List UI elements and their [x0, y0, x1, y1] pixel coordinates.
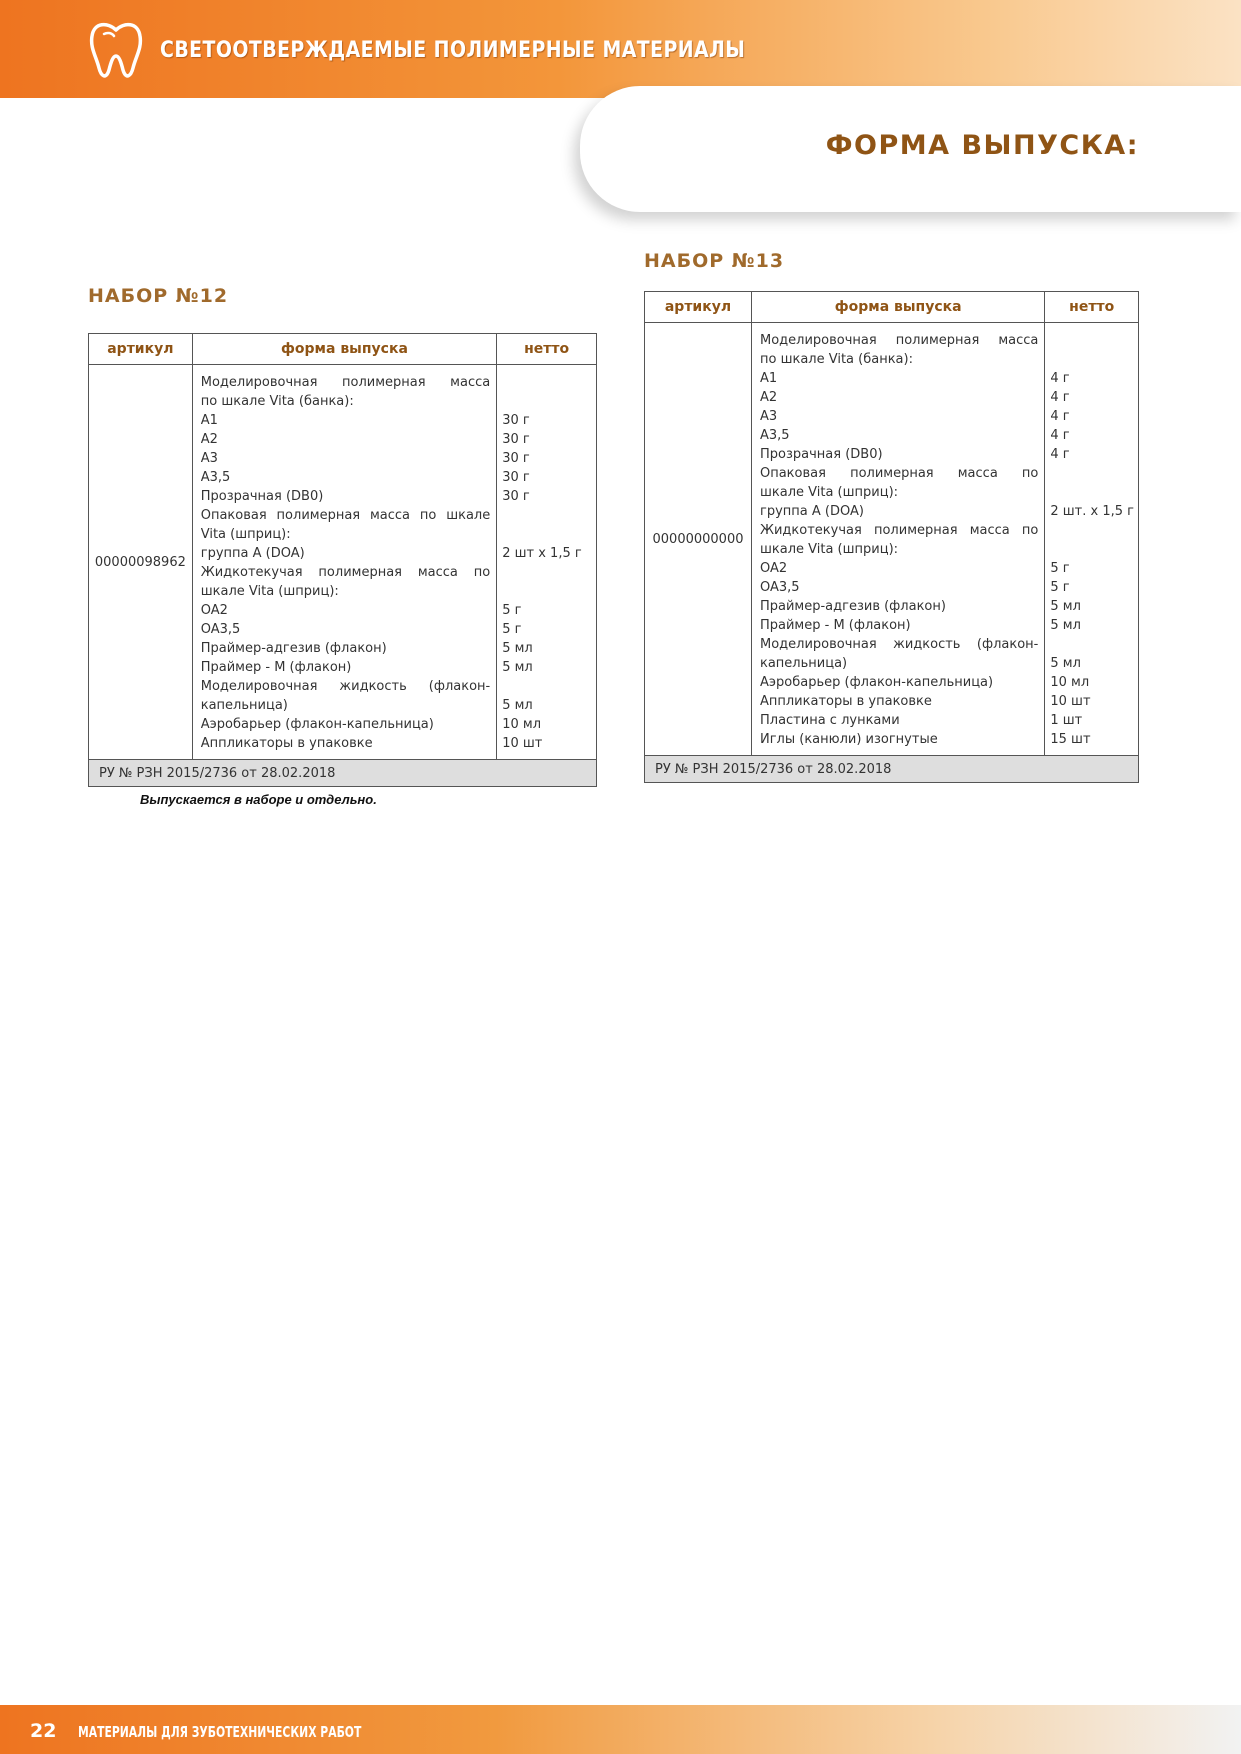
table-header-row — [645, 292, 1139, 323]
availability-note: Выпускается в наборе и отдельно. — [140, 792, 377, 807]
form-cell — [751, 323, 1044, 756]
form-line: шкале Vita (шприц): — [759, 542, 899, 557]
net-value — [502, 582, 592, 601]
net-value — [502, 525, 592, 544]
form-cell — [192, 365, 496, 760]
form-line: капельница) — [759, 656, 848, 671]
net-value: 5 мл — [1050, 599, 1081, 614]
net-value: 4 г — [1050, 409, 1070, 424]
net-value: 30 г — [502, 432, 530, 447]
net-value — [1050, 331, 1134, 350]
form-line: A1 — [200, 413, 218, 428]
form-line: Vita (шприц): — [200, 527, 291, 542]
net-value: 5 г — [1050, 561, 1070, 576]
form-line: Аппликаторы в упаковке — [200, 736, 373, 751]
net-value: 5 мл — [1050, 656, 1081, 671]
header-band — [0, 0, 1241, 98]
net-value: 1 шт — [1050, 713, 1083, 728]
form-line: Праймер - М (флакон) — [759, 618, 911, 633]
net-value: 5 мл — [502, 698, 533, 713]
set13-title: НАБОР №13 — [644, 250, 785, 272]
net-value: 5 г — [1050, 580, 1070, 595]
net-value — [1050, 483, 1134, 502]
net-value — [1050, 521, 1134, 540]
net-value: 4 г — [1050, 390, 1070, 405]
form-line: A2 — [759, 390, 778, 405]
column-header-net: нетто — [1045, 292, 1139, 323]
net-value — [1050, 464, 1134, 483]
net-value: 30 г — [502, 470, 530, 485]
form-line: Аэробарьер (флакон-капельница) — [759, 675, 994, 690]
form-line: A3 — [200, 451, 218, 466]
form-line: по шкале Vita (банка): — [759, 352, 913, 367]
form-line: Праймер-адгезив (флакон) — [200, 641, 387, 656]
table-row — [645, 323, 1139, 756]
net-value — [502, 392, 592, 411]
net-value — [502, 373, 592, 392]
column-header-article: артикул — [645, 292, 752, 323]
net-value: 2 шт х 1,5 г — [502, 546, 582, 561]
form-line: шкале Vita (шприц): — [759, 485, 899, 500]
form-line: Жидкотекучая полимерная масса по — [759, 523, 1039, 538]
net-value: 5 г — [502, 622, 522, 637]
tooth-icon — [86, 18, 146, 84]
form-line: A3 — [759, 409, 778, 424]
form-line: Аппликаторы в упаковке — [759, 694, 932, 709]
net-value: 10 шт — [1050, 694, 1091, 709]
form-line: A3,5 — [759, 428, 790, 443]
column-header-form: форма выпуска — [751, 292, 1044, 323]
net-value: 5 мл — [502, 641, 533, 656]
form-line: Аэробарьер (флакон-капельница) — [200, 717, 434, 732]
form-line: по шкале Vita (банка): — [200, 394, 354, 409]
net-value — [1050, 350, 1134, 369]
form-line: шкале Vita (шприц): — [200, 584, 339, 599]
column-header-article: артикул — [89, 334, 193, 365]
net-value — [1050, 635, 1134, 654]
net-cell — [497, 365, 597, 760]
header-title: СВЕТООТВЕРЖДАЕМЫЕ ПОЛИМЕРНЫЕ МАТЕРИАЛЫ — [160, 38, 746, 63]
form-line: OA3,5 — [200, 622, 241, 637]
article-number: 00000000000 — [645, 323, 752, 756]
form-line: Опаковая полимерная масса по — [759, 466, 1039, 481]
form-line: OA2 — [200, 603, 228, 618]
article-number: 00000098962 — [89, 365, 193, 760]
set13-table — [644, 291, 1139, 783]
page-number: 22 — [30, 1720, 57, 1742]
registration-text: РУ № РЗН 2015/2736 от 28.02.2018 — [645, 756, 1139, 783]
net-value: 10 мл — [502, 717, 542, 732]
net-value: 30 г — [502, 451, 530, 466]
net-value: 5 мл — [502, 660, 533, 675]
net-value — [502, 563, 592, 582]
table-row — [89, 365, 597, 760]
set12-table — [88, 333, 597, 787]
form-line: Моделировочная жидкость (флакон- — [759, 637, 1039, 652]
registration-text: РУ № РЗН 2015/2736 от 28.02.2018 — [89, 760, 597, 787]
form-line: Опаковая полимерная масса по шкале — [200, 508, 491, 523]
net-value: 4 г — [1050, 447, 1070, 462]
net-value — [1050, 540, 1134, 559]
form-line: A1 — [759, 371, 778, 386]
column-header-form: форма выпуска — [192, 334, 496, 365]
form-line: Моделировочная полимерная масса — [200, 375, 491, 390]
set12-title: НАБОР №12 — [88, 285, 229, 307]
form-line: Праймер - М (флакон) — [200, 660, 352, 675]
form-line: группа A (DOA) — [200, 546, 305, 561]
form-line: Праймер-адгезив (флакон) — [759, 599, 946, 614]
net-value: 5 мл — [1050, 618, 1081, 633]
net-value: 10 шт — [502, 736, 543, 751]
table-header-row — [89, 334, 597, 365]
form-line: группа A (DOA) — [759, 504, 864, 519]
net-value: 5 г — [502, 603, 522, 618]
form-line: Моделировочная полимерная масса — [759, 333, 1039, 348]
net-value: 4 г — [1050, 371, 1070, 386]
net-value: 10 мл — [1050, 675, 1090, 690]
column-header-net: нетто — [497, 334, 597, 365]
form-line: Прозрачная (DB0) — [759, 447, 883, 462]
net-value — [502, 506, 592, 525]
form-line: Жидкотекучая полимерная масса по — [200, 565, 491, 580]
net-value: 4 г — [1050, 428, 1070, 443]
registration-row — [645, 756, 1139, 783]
net-value: 15 шт — [1050, 732, 1091, 747]
form-line: капельница) — [200, 698, 288, 713]
net-value: 30 г — [502, 489, 530, 504]
form-line: Пластина с лунками — [759, 713, 900, 728]
form-line: Иглы (канюли) изогнутые — [759, 732, 938, 747]
registration-row — [89, 760, 597, 787]
form-line: Моделировочная жидкость (флакон- — [200, 679, 491, 694]
form-line: OA2 — [759, 561, 788, 576]
footer-title: МАТЕРИАЛЫ ДЛЯ ЗУБОТЕХНИЧЕСКИХ РАБОТ — [78, 1723, 362, 1741]
form-line: A2 — [200, 432, 218, 447]
net-value: 30 г — [502, 413, 530, 428]
form-line: Прозрачная (DB0) — [200, 489, 324, 504]
net-value — [502, 677, 592, 696]
net-value: 2 шт. х 1,5 г — [1050, 504, 1134, 519]
form-line: A3,5 — [200, 470, 231, 485]
section-title: ФОРМА ВЫПУСКА: — [825, 130, 1139, 161]
net-cell — [1045, 323, 1139, 756]
form-line: OA3,5 — [759, 580, 800, 595]
